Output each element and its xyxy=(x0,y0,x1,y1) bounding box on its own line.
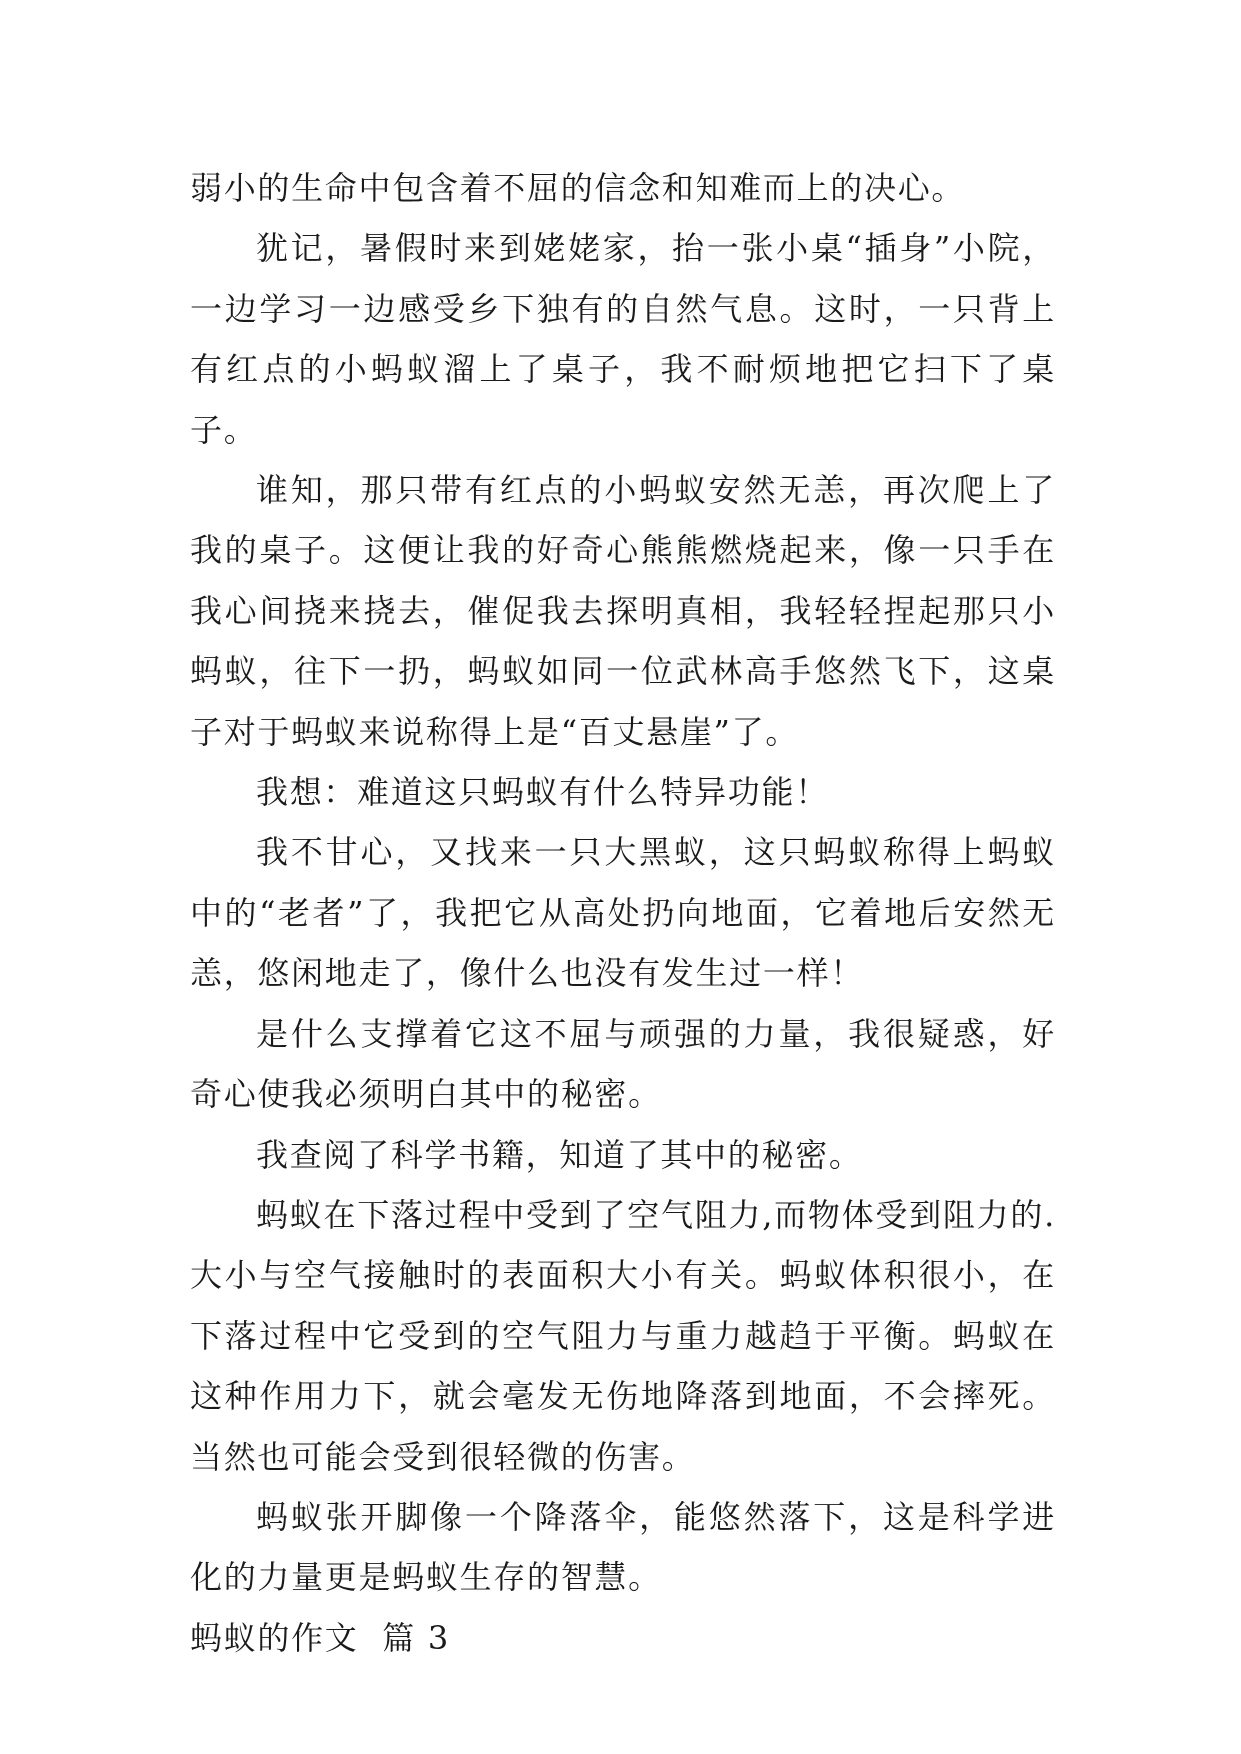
paragraph-4: 我想：难道这只蚂蚁有什么特异功能！ xyxy=(256,773,829,812)
paragraph-3: 谁知，那只带有红点的小蚂蚁安然无恙，再次爬上了我的桌子。这便让我的好奇心熊熊燃烧起来，像一只手在我心间挠来挠去，催促我去探明真相，我轻轻捏起那只小蚂蚁，往下一扔，蚂蚁如同一位武林高手悠然飞下，这桌子对于蚂蚁来说称得上是“百丈悬崖”了。 xyxy=(190,471,1056,751)
paragraph-5: 我不甘心，又找来一只大黑蚁，这只蚂蚁称得上蚂蚁中的“老者”了，我把它从高处扔向地面，它着地后安然无恙，悠闲地走了，像什么也没有发生过一样！ xyxy=(190,833,1056,993)
paragraph-9: 蚂蚁张开脚像一个降落伞，能悠然落下，这是科学进化的力量更是蚂蚁生存的智慧。 xyxy=(190,1497,1056,1597)
paragraph-7: 我查阅了科学书籍，知道了其中的秘密。 xyxy=(256,1135,863,1174)
paragraph-1: 弱小的生命中包含着不屈的信念和知难而上的决心。 xyxy=(190,169,966,207)
paragraph-8: 蚂蚁在下落过程中受到了空气阻力,而物体受到阻力的.大小与空气接触时的表面积大小有关。蚂蚁体积很小，在下落过程中它受到的空气阻力与重力越趋于平衡。蚂蚁在这种作用力下，就会毫发无伤地降落到地面，不会摔死。当然也可能会受到很轻微的伤害。 xyxy=(190,1195,1056,1476)
document-page xyxy=(190,158,1056,1668)
paragraph-6: 是什么支撑着它这不屈与顽强的力量，我很疑惑，好奇心使我必须明白其中的秘密。 xyxy=(190,1014,1056,1114)
section-heading: 蚂蚁的作文 篇 3 xyxy=(190,1618,450,1657)
paragraph-2: 犹记，暑假时来到姥姥家，抬一张小桌“插身”小院，一边学习一边感受乡下独有的自然气息。这时，一只背上有红点的小蚂蚁溜上了桌子，我不耐烦地把它扫下了桌子。 xyxy=(190,229,1056,449)
